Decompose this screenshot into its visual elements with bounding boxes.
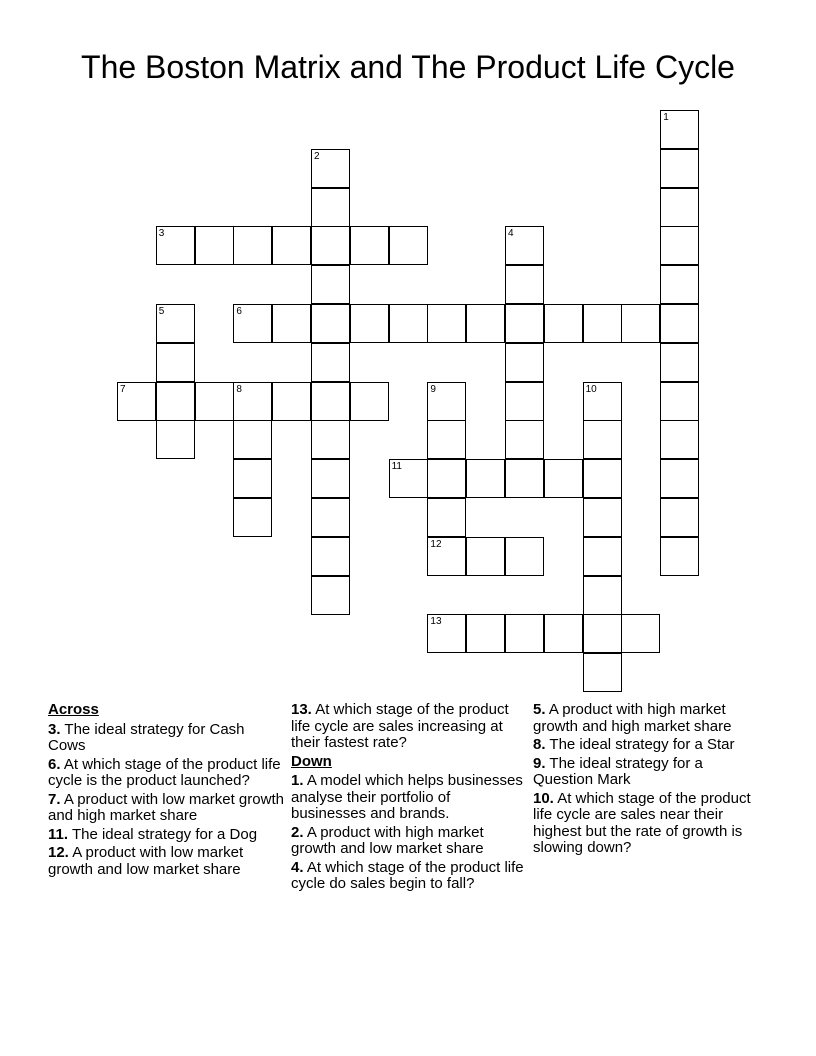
clue-text: The ideal strategy for a Dog [71,825,258,843]
grid-cell[interactable] [350,226,389,265]
clue-text: At which stage of the product life cycle is the product launched? [48,755,281,789]
clue-number: 12 [430,538,442,550]
grid-cell[interactable] [311,304,350,343]
grid-cell[interactable] [117,382,156,421]
grid-cell[interactable] [233,459,272,498]
clue-number: 1. [291,772,304,789]
grid-cell[interactable] [505,226,544,265]
grid-cell[interactable] [660,459,699,498]
clue-number: 1 [663,112,669,123]
grid-cell[interactable] [427,420,466,459]
clue-number: 11. [48,825,69,843]
grid-cell[interactable] [505,265,544,304]
clue-text: The ideal strategy for Cash Cows [48,720,245,754]
grid-cell[interactable] [583,576,622,615]
grid-cell[interactable] [427,459,466,498]
grid-cell[interactable] [505,382,544,421]
clue-text: A product with low market growth and low market share [48,844,244,878]
clue-number: 3 [158,228,165,240]
clue-text: At which stage of the product life cycle are sales increasing at their fastest rate? [291,701,509,751]
down-clue [533,702,763,735]
clue-number: 2. [291,823,304,841]
grid-cell[interactable] [660,343,699,382]
grid-cell[interactable] [583,304,622,343]
across-heading: Across [48,701,99,718]
grid-cell[interactable] [505,537,544,576]
grid-cell[interactable] [583,382,622,421]
grid-cell[interactable] [272,304,311,343]
grid-cell[interactable] [427,304,466,343]
grid-cell[interactable] [621,304,660,343]
clue-text: The ideal strategy for a Star [549,736,735,753]
across-clue [48,845,286,878]
grid-cell[interactable] [311,343,350,382]
clue-number: 2 [314,150,320,162]
across-clue [291,702,529,752]
grid-cell[interactable] [466,614,505,653]
grid-cell[interactable] [427,537,466,576]
grid-cell[interactable] [544,459,583,498]
grid-cell[interactable] [544,304,583,343]
clue-number: 6 [236,306,242,317]
grid-cell[interactable] [660,420,699,459]
grid-cell[interactable] [233,382,272,421]
grid-cell[interactable] [311,537,350,576]
grid-cell[interactable] [583,614,622,653]
clue-number: 10 [585,383,597,395]
down-clue [291,825,529,858]
grid-cell[interactable] [544,614,583,653]
grid-cell[interactable] [195,226,234,265]
grid-cell[interactable] [156,420,195,459]
grid-cell[interactable] [505,459,544,498]
grid-cell[interactable] [466,537,505,576]
grid-cell[interactable] [233,498,272,537]
grid-cell[interactable] [660,537,699,576]
grid-cell[interactable] [195,382,234,421]
clue-number: 4. [291,858,304,876]
grid-cell[interactable] [389,226,428,265]
across-clue [48,827,286,844]
grid-cell[interactable] [427,498,466,537]
clue-number: 13 [430,616,442,628]
grid-cell[interactable] [660,304,699,343]
grid-cell[interactable] [660,226,699,265]
grid-cell[interactable] [505,614,544,653]
grid-cell[interactable] [350,304,389,343]
grid-cell[interactable] [583,537,622,576]
clue-number: 8 [236,383,242,395]
clue-number: 13. [291,701,312,718]
clue-number: 3. [48,720,61,738]
clue-text: A model which helps businesses analyse their portfolio of businesses and brands. [291,772,523,822]
grid-cell[interactable] [233,304,272,343]
grid-cell[interactable] [311,226,350,265]
grid-cell[interactable] [156,343,195,382]
across-clue [48,757,286,790]
grid-cell[interactable] [427,614,466,653]
grid-cell[interactable] [311,576,350,615]
grid-cell[interactable] [311,459,350,498]
across-clue [48,792,286,825]
clue-text: At which stage of the product life cycle are sales near their highest but the rate of growth is slowing down? [533,789,751,856]
clue-number: 12. [48,844,69,861]
clue-number: 8. [533,736,546,753]
grid-cell[interactable] [233,226,272,265]
down-clue [533,737,763,754]
clue-number: 10. [533,789,554,807]
down-heading: Down [291,752,332,770]
clues-column-1 [48,702,286,880]
grid-cell[interactable] [389,304,428,343]
grid-cell[interactable] [660,188,699,227]
grid-cell[interactable] [427,382,466,421]
grid-cell[interactable] [466,459,505,498]
clue-number: 4 [508,228,514,240]
clue-number: 7. [48,790,61,808]
grid-cell[interactable] [311,382,350,421]
grid-cell[interactable] [272,382,311,421]
clues-column-3 [533,702,763,859]
grid-cell[interactable] [272,226,311,265]
grid-cell[interactable] [583,498,622,537]
grid-cell[interactable] [660,265,699,304]
grid-cell[interactable] [311,420,350,459]
page-title: The Boston Matrix and The Product Life Cycle [81,49,735,85]
clue-text: The ideal strategy for a Question Mark [533,754,703,788]
grid-cell[interactable] [233,420,272,459]
down-clue [533,791,763,857]
clue-number: 11 [391,461,402,473]
down-clue [291,773,529,823]
grid-cell[interactable] [660,498,699,537]
clue-number: 7 [120,383,126,395]
grid-cell[interactable] [311,188,350,227]
clue-number: 9 [430,383,436,395]
clue-text: At which stage of the product life cycle do sales begin to fall? [291,858,524,892]
clue-number: 6. [48,755,61,773]
grid-cell[interactable] [505,420,544,459]
across-clue [48,722,286,755]
clue-text: A product with low market growth and high market share [48,790,284,824]
down-clue [533,756,763,789]
grid-cell[interactable] [156,226,195,265]
grid-cell[interactable] [156,304,195,343]
grid-cell[interactable] [505,343,544,382]
grid-cell[interactable] [583,653,622,692]
clue-text: A product with high market growth and low market share [291,823,484,857]
down-clue [291,860,529,893]
grid-cell[interactable] [311,498,350,537]
grid-cell[interactable] [660,382,699,421]
grid-cell[interactable] [389,459,428,498]
grid-cell[interactable] [660,110,699,149]
clue-number: 5 [158,306,165,317]
grid-cell[interactable] [505,304,544,343]
grid-cell[interactable] [583,459,622,498]
clue-number: 5. [533,701,546,718]
grid-cell[interactable] [660,149,699,188]
grid-cell[interactable] [311,265,350,304]
grid-cell[interactable] [156,382,195,421]
grid-cell[interactable] [350,382,389,421]
grid-cell[interactable] [621,614,660,653]
clue-number: 9. [533,754,546,772]
grid-cell[interactable] [311,149,350,188]
clue-text: A product with high market growth and high market share [533,701,732,735]
grid-cell[interactable] [466,304,505,343]
grid-cell[interactable] [583,420,622,459]
clues-column-2 [291,702,529,895]
